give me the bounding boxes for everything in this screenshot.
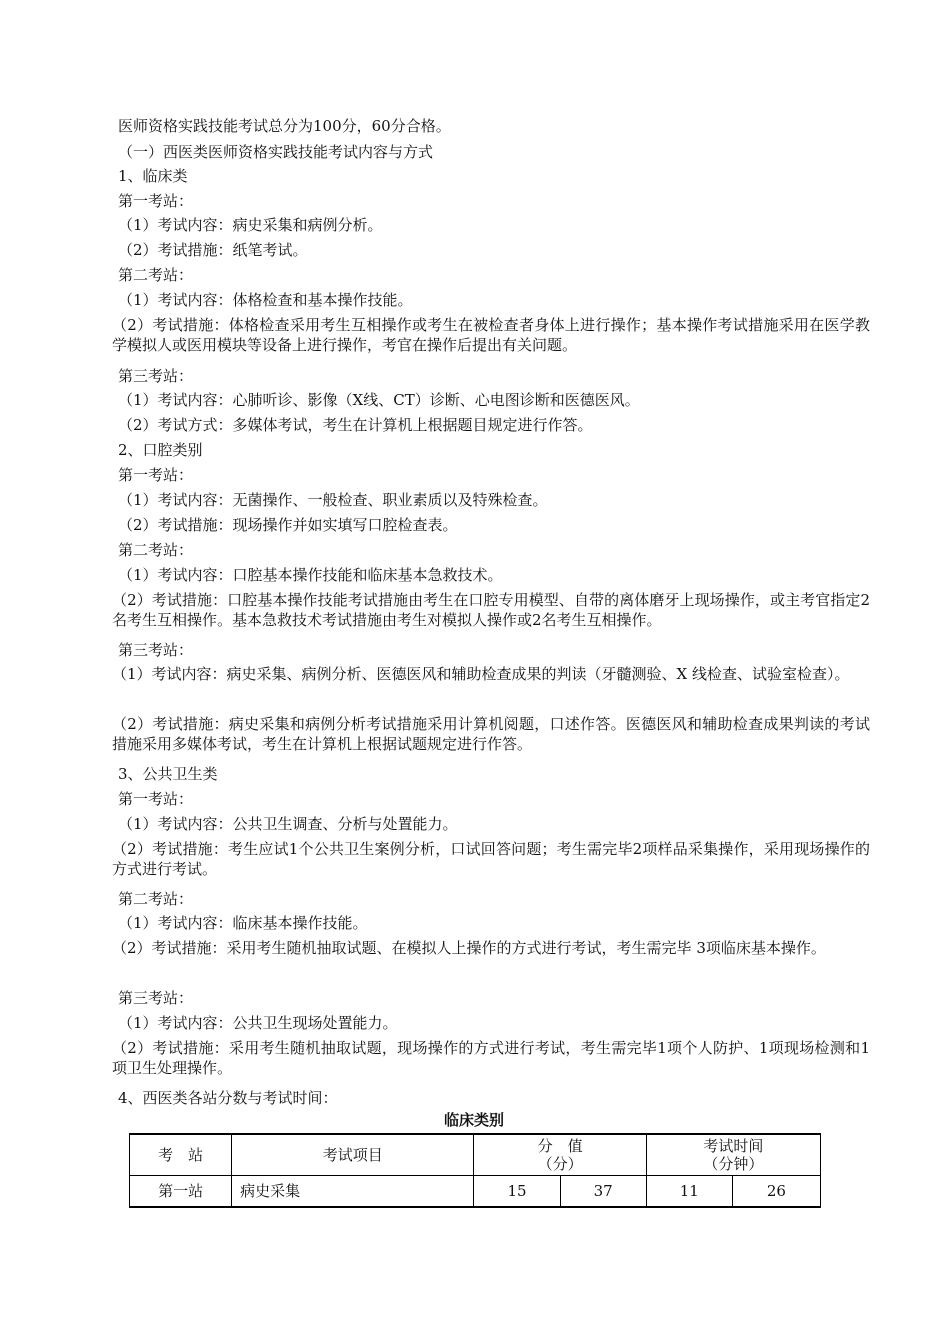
- cell-time-b: 26: [732, 1176, 820, 1208]
- exam-content: （1）考试内容：体格检查和基本操作技能。: [118, 291, 413, 309]
- cell-score-a: 15: [474, 1176, 560, 1208]
- subheading-public-health: 3、公共卫生类: [118, 765, 218, 783]
- exam-method: （2）考试措施：病史采集和病例分析考试措施采用计算机阅题，口述作答。医德医风和辅助检查成果判读的考试措施采用多媒体考试，考生在计算机上根据试题规定进行作答。: [112, 715, 870, 753]
- exam-content: （1）考试内容：口腔基本操作技能和临床基本急救技术。: [118, 566, 503, 584]
- header-time: [646, 1134, 820, 1176]
- table-caption: 临床类别: [443, 1111, 504, 1129]
- exam-content: （1）考试内容：心肺听诊、影像（X线、CT）诊断、心电图诊断和医德医风。: [118, 391, 640, 409]
- station-label: 第一考站：: [118, 466, 194, 484]
- header-score: [474, 1134, 646, 1176]
- exam-method: （2）考试措施：纸笔考试。: [118, 241, 308, 259]
- subheading-scores: 4、西医类各站分数与考试时间：: [118, 1089, 338, 1107]
- section-heading-western: （一）西医类医师资格实践技能考试内容与方式: [118, 143, 434, 161]
- exam-method: （2）考试方式：多媒体考试，考生在计算机上根据题目规定进行作答。: [118, 416, 593, 434]
- header-score-top: 分 值: [537, 1137, 583, 1155]
- exam-content: （1）考试内容：病史采集和病例分析。: [118, 216, 383, 234]
- exam-method: （2）考试措施：口腔基本操作技能考试措施由考生在口腔专用模型、自带的离体磨牙上现场操作，或主考官指定2名考生互相操作。基本急救技术考试措施由考生对模拟人操作或2名考生互相操作。: [112, 591, 870, 629]
- header-station: 考 站: [130, 1134, 232, 1176]
- header-score-bottom: （分）: [537, 1155, 583, 1173]
- station-label: 第三考站：: [118, 641, 194, 659]
- station-label: 第二考站：: [118, 541, 194, 559]
- exam-method: （2）考试措施：体格检查采用考生互相操作或考生在被检查者身体上进行操作；基本操作考试措施采用在医学教学模拟人或医用模块等设备上进行操作，考官在操作后提出有关问题。: [112, 316, 870, 354]
- station-label: 第三考站：: [118, 989, 194, 1007]
- exam-method: （2）考试措施：现场操作并如实填写口腔检查表。: [118, 516, 458, 534]
- exam-content: （1）考试内容：临床基本操作技能。: [118, 914, 368, 932]
- header-time-top: 考试时间: [703, 1137, 764, 1155]
- station-label: 第一考站：: [118, 790, 194, 808]
- exam-content: （1）考试内容：公共卫生现场处置能力。: [118, 1014, 398, 1032]
- subheading-clinical: 1、临床类: [118, 167, 188, 185]
- station-label: 第三考站：: [118, 367, 194, 385]
- exam-content: （1）考试内容：无菌操作、一般检查、职业素质以及特殊检查。: [118, 491, 548, 509]
- exam-content: （1）考试内容：病史采集、病例分析、医德医风和辅助检查成果的判读（牙髓测验、X 线检查、试验室检查）。: [112, 665, 850, 683]
- station-label: 第一考站：: [118, 192, 194, 210]
- cell-score-b: 37: [560, 1176, 646, 1208]
- table-header-row: [130, 1134, 821, 1176]
- exam-method: （2）考试措施：采用考生随机抽取试题，现场操作的方式进行考试，考生需完毕1项个人防护、1项现场检测和1项卫生处理操作。: [112, 1039, 870, 1077]
- exam-content: （1）考试内容：公共卫生调查、分析与处置能力。: [118, 815, 458, 833]
- station-label: 第二考站：: [118, 266, 194, 284]
- cell-item: 病史采集: [232, 1176, 474, 1208]
- cell-station: 第一站: [130, 1176, 232, 1208]
- header-time-bottom: （分钟）: [703, 1155, 764, 1173]
- header-item: 考试项目: [232, 1134, 474, 1176]
- station-label: 第二考站：: [118, 890, 194, 908]
- exam-method: （2）考试措施：采用考生随机抽取试题、在模拟人上操作的方式进行考试，考生需完毕 3项临床基本操作。: [112, 939, 826, 957]
- subheading-dental: 2、口腔类别: [118, 441, 203, 459]
- intro-paragraph: 医师资格实践技能考试总分为100分，60分合格。: [118, 117, 451, 135]
- exam-method: （2）考试措施：考生应试1个公共卫生案例分析，口试回答问题；考生需完毕2项样品采集操作，采用现场操作的方式进行考试。: [112, 840, 870, 878]
- score-table: [129, 1133, 821, 1208]
- cell-time-a: 11: [646, 1176, 732, 1208]
- table-row: [130, 1176, 821, 1208]
